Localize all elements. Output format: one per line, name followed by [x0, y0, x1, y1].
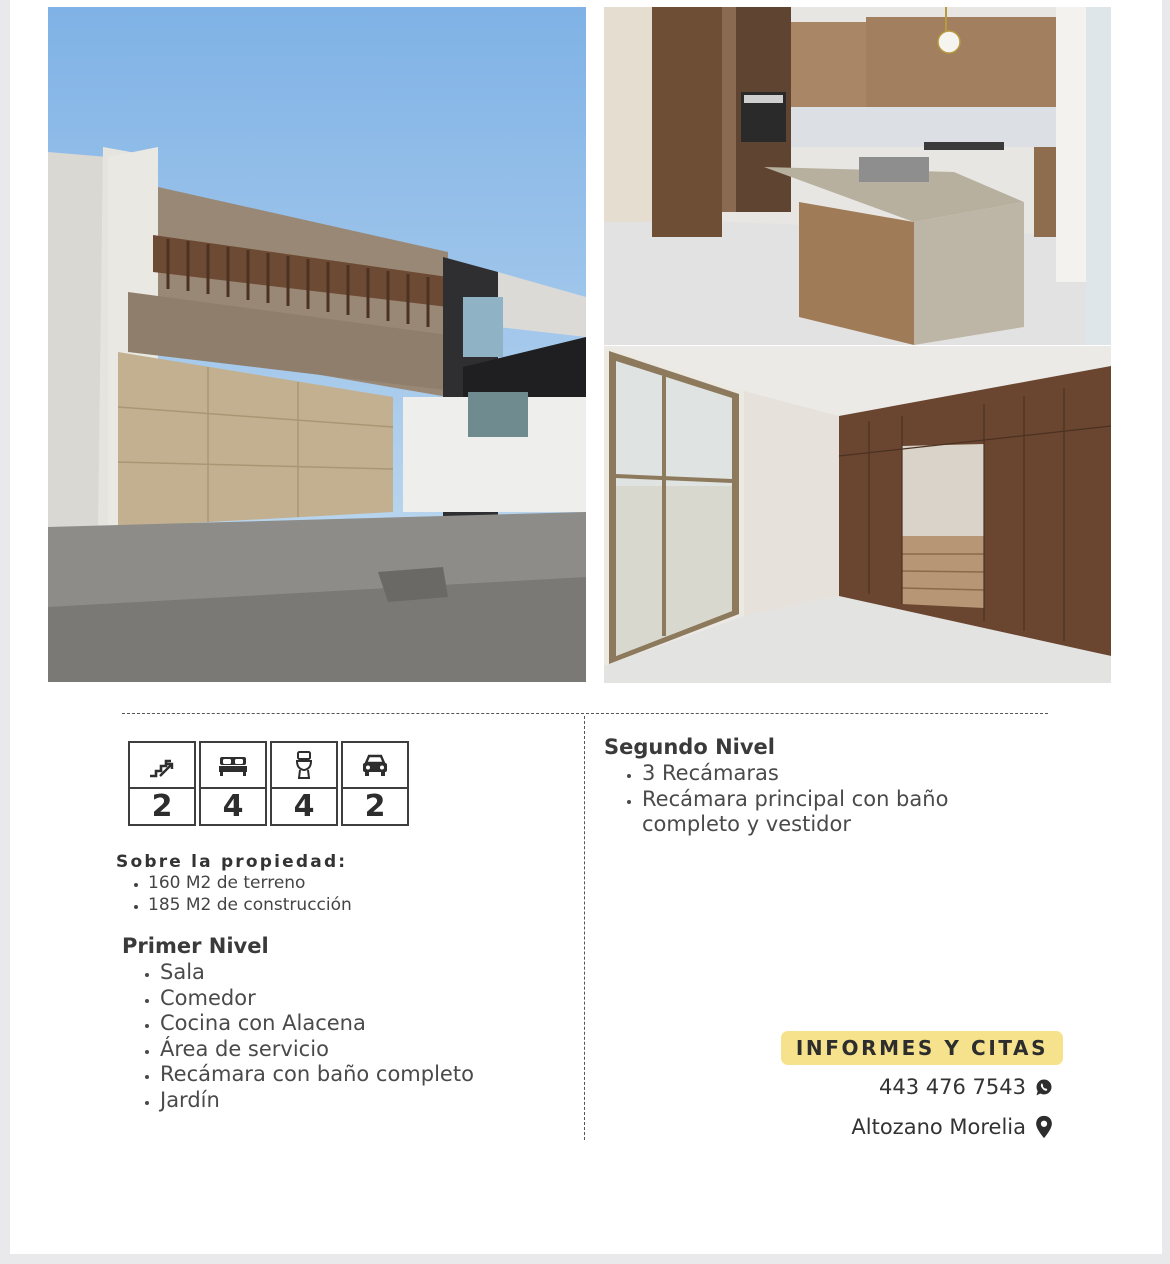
parking-count: 2 [364, 789, 386, 824]
phone-number[interactable]: 443 476 7543 [879, 1075, 1026, 1099]
kitchen-photo [604, 7, 1111, 345]
list-item: • Cocina con Alacena [160, 1011, 474, 1037]
facade-photo [48, 7, 586, 682]
whatsapp-icon [1034, 1075, 1054, 1099]
feature-icons [128, 741, 409, 826]
list-item: • Jardín [160, 1088, 474, 1114]
location-text: Altozano Morelia [851, 1115, 1026, 1139]
contact-cta-badge: INFORMES Y CITAS [781, 1031, 1063, 1065]
bedroom-photo [604, 346, 1111, 683]
list-item: • Recámara principal con baño completo y vestidor [642, 787, 1042, 838]
stairs-icon [146, 749, 178, 781]
feature-bedrooms [199, 741, 267, 826]
about-list [120, 872, 352, 916]
flyer-page [10, 0, 1162, 1254]
bed-icon [213, 749, 253, 781]
horizontal-divider [122, 713, 1048, 714]
bathrooms-count: 4 [293, 789, 315, 824]
map-pin-icon [1034, 1115, 1054, 1139]
bedrooms-count: 4 [222, 789, 244, 824]
feature-parking [341, 741, 409, 826]
feature-bathrooms [270, 741, 338, 826]
car-icon [357, 749, 393, 781]
list-item: • Comedor [160, 986, 474, 1012]
feature-levels [128, 741, 196, 826]
list-item: • 160 M2 de terreno [148, 872, 352, 894]
second-level-title: Segundo Nivel [604, 735, 775, 759]
about-title: Sobre la propiedad: [116, 852, 348, 872]
location-contact [851, 1115, 1054, 1139]
list-item: • Área de servicio [160, 1037, 474, 1063]
toilet-icon [288, 749, 320, 781]
first-level-list [122, 960, 474, 1113]
list-item: • Recámara con baño completo [160, 1062, 474, 1088]
list-item: • 3 Recámaras [642, 761, 1042, 787]
phone-contact[interactable] [879, 1075, 1054, 1099]
second-level-list [604, 761, 1042, 838]
first-level-title: Primer Nivel [122, 934, 269, 958]
levels-count: 2 [151, 789, 173, 824]
vertical-divider [584, 716, 585, 1140]
list-item: • Sala [160, 960, 474, 986]
list-item: • 185 M2 de construcción [148, 894, 352, 916]
